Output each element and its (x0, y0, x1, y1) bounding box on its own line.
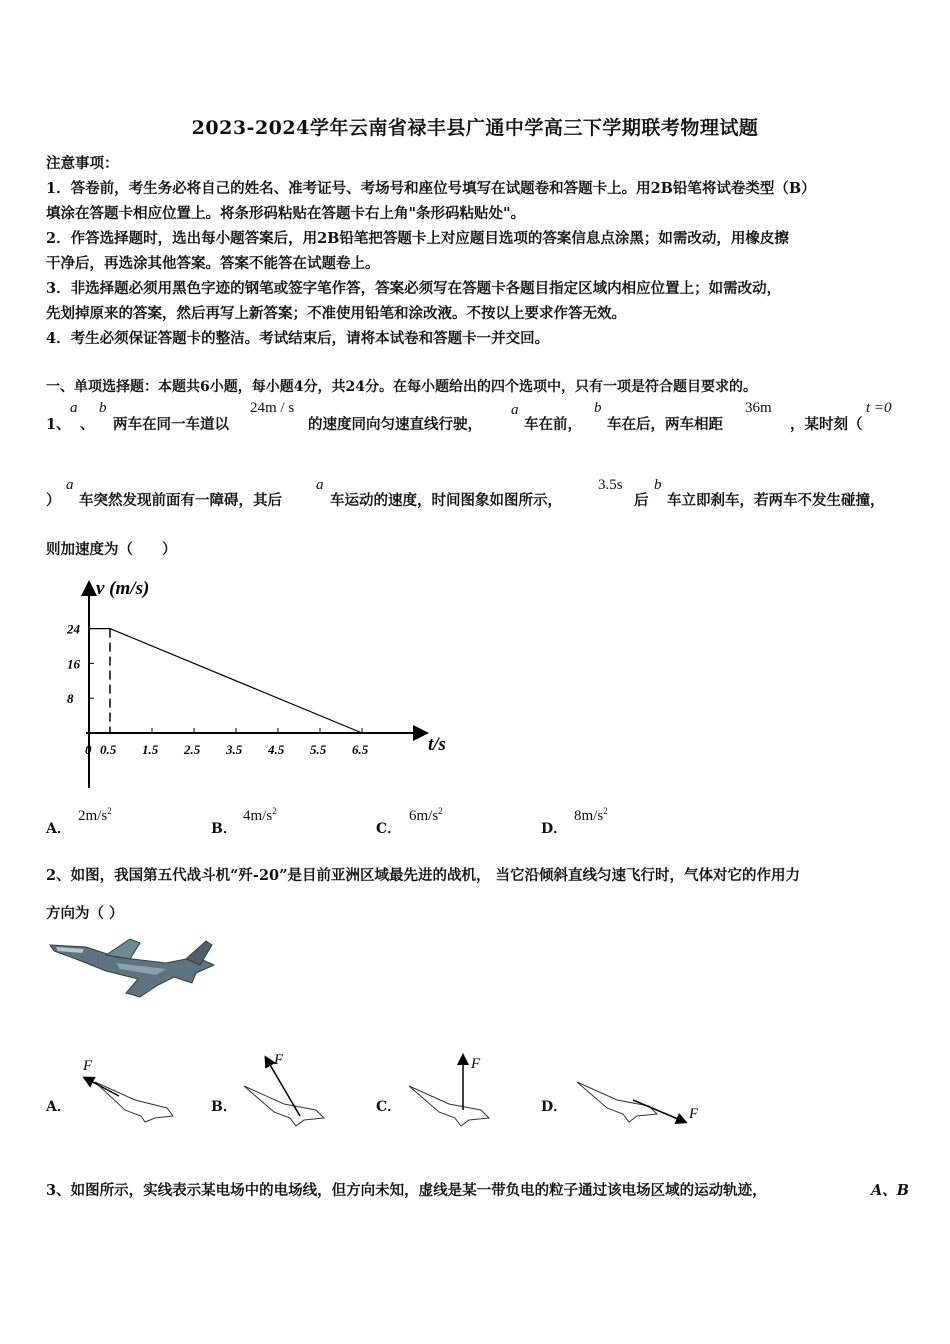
q1-text: 车在后，两车相距 (607, 416, 723, 433)
velocity-line (89, 629, 362, 733)
notice-line: 先划掉原来的答案，然后再写上新答案；不准使用铅笔和涂改液。不按以上要求作答无效。 (46, 305, 626, 322)
x-tick-label: 2.5 (184, 742, 201, 757)
q1-number: 1、 (46, 416, 71, 433)
q1-var-a: a (511, 402, 519, 418)
q1-speed: 24m / s (250, 400, 295, 416)
y-tick-label: 16 (67, 656, 80, 672)
q1-text: 后 (634, 492, 649, 509)
q1-text: ） (46, 492, 61, 509)
option-b-value[interactable]: $4m/s^2$ (243, 806, 277, 824)
force-label: F (471, 1056, 481, 1072)
q1-var-a: a (66, 477, 74, 493)
q1-var-a: a (316, 477, 324, 493)
q2-diagram-b[interactable] (238, 1048, 348, 1130)
option-a-value[interactable]: $2m/s^2$ (78, 806, 112, 824)
q2-option-c[interactable]: C． (376, 1099, 402, 1115)
q3-text: 3、如图所示，实线表示某电场中的电场线，但方向未知，虚线是某一带负电的粒子通过该电场区域的运动轨迹， (46, 1182, 767, 1199)
vt-graph (60, 572, 480, 794)
section-heading: 一、单项选择题：本题共6小题，每小题4分，共24分。在每小题给出的四个选项中，只有一项是符合题目要求的。 (46, 379, 757, 395)
jet-fighter-image (46, 935, 218, 1007)
y-tick-label: 8 (67, 691, 74, 707)
q1-text: 车运动的速度，时间图象如图所示， (330, 492, 562, 509)
q2-option-b[interactable]: B． (211, 1099, 237, 1115)
option-d-label[interactable]: D． (541, 821, 568, 837)
y-axis-label: v (m/s) (96, 578, 150, 599)
x-tick-label: 6.5 (352, 742, 369, 757)
q1-text: 车在前， (524, 416, 582, 433)
force-label: F (689, 1106, 699, 1122)
option-d-value[interactable]: $8m/s^2$ (574, 806, 608, 824)
q1-text: 两车在同一车道以 (113, 416, 229, 433)
notice-line: 1．答卷前，考生务必将自己的姓名、准考证号、考场号和座位号填写在试题卷和答题卡上。用2B铅笔将试卷类型（B） (46, 180, 816, 197)
q2-option-a[interactable]: A． (46, 1099, 71, 1115)
q1-text: 车立即刹车，若两车不发生碰撞， (667, 492, 885, 509)
notice-line: 干净后，再选涂其他答案。答案不能答在试题卷上。 (46, 255, 380, 272)
option-c-label[interactable]: C． (376, 821, 402, 837)
x-tick-label: 3.5 (226, 742, 243, 757)
q1-text: 、 (80, 416, 95, 433)
q1-var-b: b (654, 477, 662, 493)
q1-text: 车突然发现前面有一障碍，其后 (79, 492, 282, 509)
x-tick-label: 1.5 (142, 742, 159, 757)
q1-var-a: a (70, 400, 78, 416)
x-tick-label: 4.5 (268, 742, 285, 757)
notice-line: 3．非选择题必须用黑色字迹的钢笔或签字笔作答，答案必须写在答题卡各题目指定区域内相应位置上；如需改动， (46, 280, 782, 297)
q1-text: 则加速度为（ ） (46, 541, 177, 558)
force-label: F (274, 1052, 284, 1068)
page-title: 2023-2024学年云南省禄丰县广通中学高三下学期联考物理试题 (191, 117, 759, 139)
q2-text: 2、如图，我国第五代战斗机“歼-20”是目前亚洲区域最先进的战机， 当它沿倾斜直线匀速飞行时，气体对它的作用力 (46, 867, 801, 884)
x-tick-label: 5.5 (310, 742, 327, 757)
force-label: F (83, 1058, 93, 1074)
x-tick-label: 0.5 (100, 742, 117, 757)
option-c-value[interactable]: $6m/s^2$ (409, 806, 443, 824)
y-tick-label: 24 (67, 621, 80, 637)
x-axis-label: t/s (428, 734, 446, 755)
option-a-label[interactable]: A． (46, 821, 71, 837)
q1-distance: 36m (745, 400, 772, 416)
q2-option-d[interactable]: D． (541, 1099, 568, 1115)
q1-text: ，某时刻（ (790, 416, 863, 433)
x-tick-label: 0 (85, 742, 92, 757)
notice-line: 填涂在答题卡相应位置上。将条形码粘贴在答题卡右上角"条形码粘贴处"。 (46, 205, 526, 222)
notice-line: 4．考生必须保证答题卡的整洁。考试结束后，请将本试卷和答题卡一并交回。 (46, 330, 550, 347)
q2-diagram-d[interactable] (573, 1068, 708, 1132)
q2-text: 方向为（ ） (46, 905, 124, 922)
option-b-label[interactable]: B． (211, 821, 237, 837)
q1-time: t =0 (866, 400, 892, 416)
notice-heading: 注意事项： (46, 155, 119, 172)
plot-marks (89, 629, 362, 733)
q1-t35: 3.5s (598, 477, 623, 493)
q3-points: A、B (871, 1182, 910, 1199)
notice-line: 2．作答选择题时，选出每小题答案后，用2B铅笔把答题卡上对应题目选项的答案信息点涂黑；如需改动，用橡皮擦 (46, 230, 789, 247)
q1-var-b: b (594, 400, 602, 416)
q1-text: 的速度同向匀速直线行驶， (308, 416, 482, 433)
q1-var-b: b (99, 400, 107, 416)
q2-diagram-c[interactable] (405, 1048, 515, 1130)
q2-diagram-a[interactable] (75, 1050, 185, 1130)
